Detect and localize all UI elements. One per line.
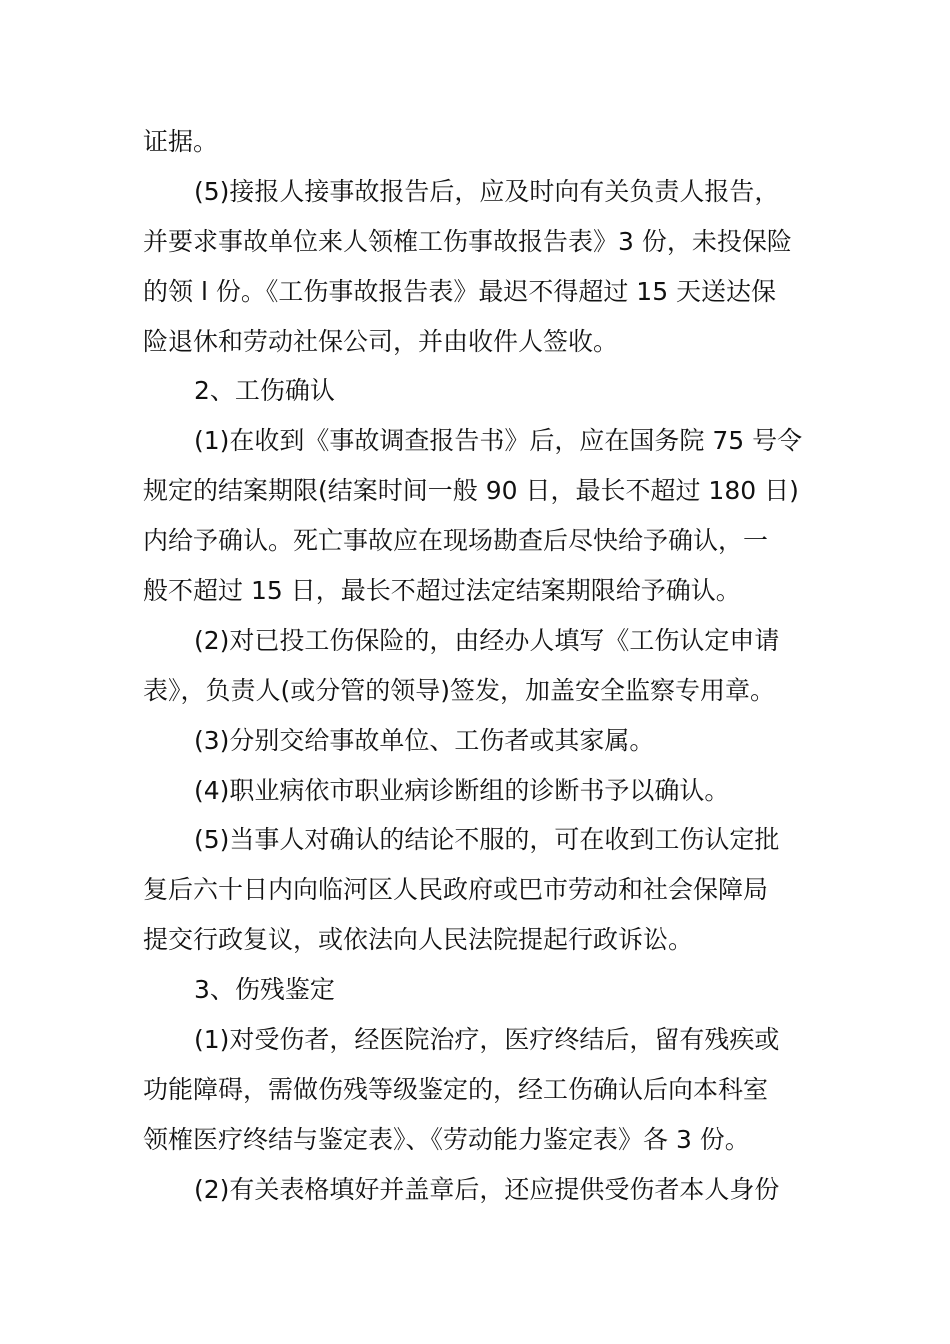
text-line: 的领 l 份。《工伤事故报告表》最迟不得超过 15 天送达保 <box>143 276 777 306</box>
text-line: 并要求事故单位来人领榷工伤事故报告表》3 份，未投保险 <box>143 226 792 256</box>
text-line: 险退休和劳动社保公司，并由收件人签收。 <box>143 326 619 356</box>
text-line: (3)分别交给事故单位、工伤者或其家属。 <box>194 725 655 755</box>
text-line: (2)有关表格填好并盖章后，还应提供受伤者本人身份 <box>194 1174 780 1204</box>
text-line: 提交行政复议，或依法向人民法院提起行政诉讼。 <box>143 925 694 955</box>
text-line: 领榷医疗终结与鉴定表》、《劳动能力鉴定表》各 3 份。 <box>143 1124 750 1154</box>
body-text <box>143 117 813 1215</box>
text-line: 功能障碍，需做伤残等级鉴定的，经工伤确认后向本科室 <box>143 1074 769 1104</box>
text-line: 规定的结案期限(结案时间一般 90 日，最长不超过 180 日) <box>143 476 799 506</box>
text-line: 表》，负责人(或分管的领导)签发，加盖安全监察专用章。 <box>143 675 776 705</box>
text-line: 般不超过 15 日，最长不超过法定结案期限给予确认。 <box>143 576 741 606</box>
text-line: (1)在收到《事故调查报告书》后，应在国务院 75 号令 <box>194 426 803 456</box>
text-line: (1)对受伤者，经医院治疗，医疗终结后，留有残疾或 <box>194 1025 780 1055</box>
text-line: (5)当事人对确认的结论不服的，可在收到工伤认定批 <box>194 825 780 855</box>
text-line: 证据。 <box>143 127 219 156</box>
text-line: (5)接报人接事故报告后，应及时向有关负责人报告， <box>194 176 780 206</box>
section-heading: 3、伤残鉴定 <box>194 975 335 1005</box>
section-heading: 2、工伤确认 <box>194 376 335 406</box>
text-line: (4)职业病依市职业病诊断组的诊断书予以确认。 <box>194 775 730 805</box>
text-line: 复后六十日内向临河区人民政府或巴市劳动和社会保障局 <box>143 875 769 905</box>
text-line: 内给予确认。死亡事故应在现场勘查后尽快给予确认，一 <box>143 526 769 556</box>
text-line: (2)对已投工伤保险的，由经办人填写《工伤认定申请 <box>194 625 780 655</box>
